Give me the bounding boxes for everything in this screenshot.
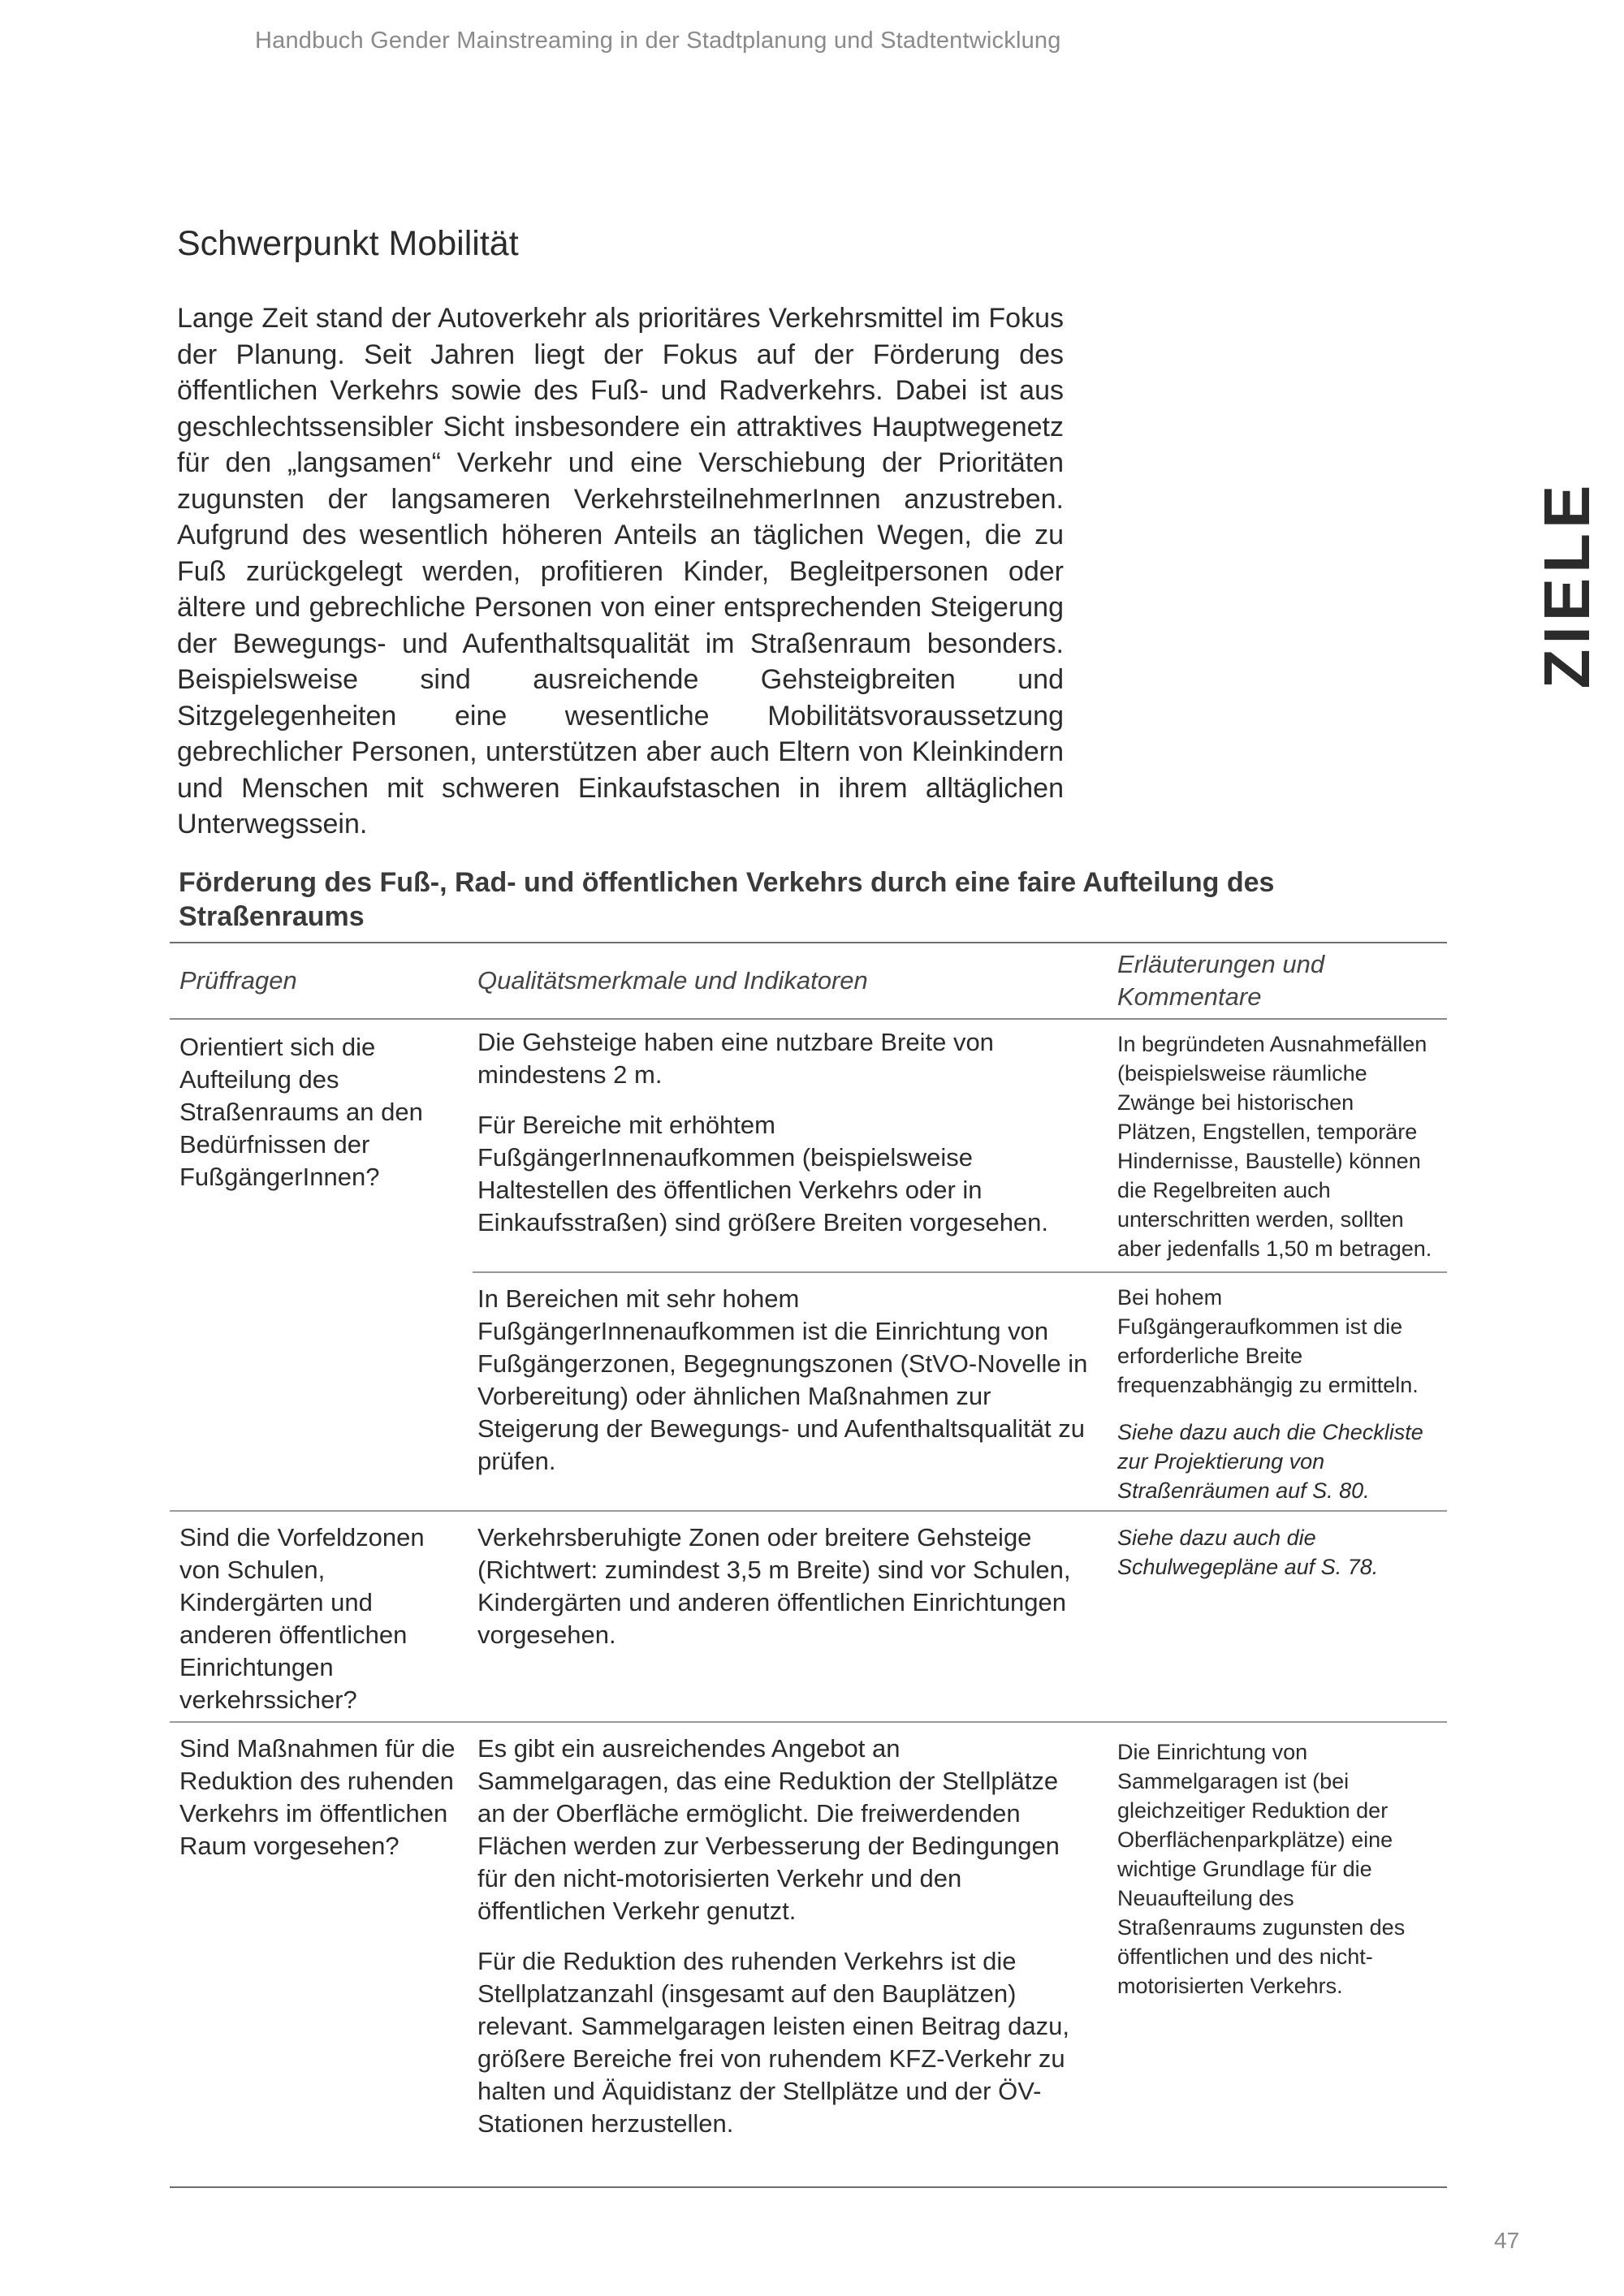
question-cell	[170, 1019, 473, 1511]
footer-rule	[170, 2186, 1447, 2188]
comment-text: Die Einrichtung von Sammelgaragen ist (bei gleichzeitiger Reduktion der Oberflächenparkplätze) eine wichtige Grundlage für die Neuaufteilung des Straßenraums zugunsten des öffentlichen und des nicht-motorisierten Verkehrs.	[1117, 1740, 1406, 1998]
side-label-ziele: ZIELE	[1531, 480, 1603, 689]
comment-reference: Siehe dazu auch die Checkliste zur Projektierung von Straßenräumen auf S. 80.	[1117, 1420, 1423, 1503]
running-header: Handbuch Gender Mainstreaming in der Stadtplanung und Stadtentwicklung	[255, 28, 1061, 54]
criteria-cell	[473, 1272, 1112, 1511]
checklist-table	[170, 942, 1447, 2140]
criteria-cell	[473, 1511, 1112, 1722]
question-text: Sind die Vorfeldzonen von Schulen, Kindergärten und anderen öffentlichen Einrichtungen verkehrssicher?	[179, 1523, 425, 1714]
comment-cell	[1112, 1511, 1447, 1722]
comment-text: Bei hohem Fußgängeraufkommen ist die erforderliche Breite frequenzabhängig zu ermitteln.	[1117, 1285, 1419, 1397]
header-pruffragen: Prüffragen	[170, 943, 473, 1019]
table-title: Förderung des Fuß-, Rad- und öffentlichen Verkehrs durch eine faire Aufteilung des Straßenraums	[179, 867, 1275, 932]
header-erlaeuterungen: Erläuterungen und Kommentare	[1112, 943, 1447, 1019]
comment-cell	[1112, 1019, 1447, 1272]
intro-paragraph: Lange Zeit stand der Autoverkehr als prioritäres Verkehrsmittel im Fokus der Planung. Seit Jahren liegt der Fokus auf der Förderung des öffentlichen Verkehrs sowie des Fuß- und Radverkehrs. Dabei ist aus geschlechtssensibler Sicht insbesondere ein attraktives Hauptwegenetz für den „langsamen“ Verkehr und eine Verschiebung der Prioritäten zugunsten der langsameren VerkehrsteilnehmerInnen anzustreben. Aufgrund des wesentlich höheren Anteils an täglichen Wegen, die zu Fuß zurückgelegt werden, profitieren Kinder, Begleitpersonen oder ältere und gebrechliche Personen von einer entsprechenden Steigerung der Bewegungs- und Aufenthaltsqualität im Straßenraum besonders. Beispielsweise sind ausreichende Gehsteigbreiten und Sitzgelegenheiten eine wesentliche Mobilitätsvoraussetzung gebrechlicher Personen, unterstützen aber auch Eltern von Kleinkindern und Menschen mit schweren Einkaufstaschen in ihrem alltäglichen Unterwegssein.	[177, 303, 1064, 839]
comment-cell	[1112, 1272, 1447, 1511]
section-title: Schwerpunkt Mobilität	[177, 224, 519, 263]
header-qualitaetsmerkmale: Qualitätsmerkmale und Indikatoren	[473, 943, 1112, 1019]
table-header-row	[170, 943, 1447, 1019]
criteria-text: Verkehrsberuhigte Zonen oder breitere Gehsteige (Richtwert: zumindest 3,5 m Breite) sind vor Schulen, Kindergärten und anderen öffentlichen Einrichtungen vorgesehen.	[477, 1523, 1071, 1649]
question-cell	[170, 1511, 473, 1722]
criteria-text: In Bereichen mit sehr hohem FußgängerInnenaufkommen ist die Einrichtung von Fußgängerzonen, Begegnungszonen (StVO-Novelle in Vorbereitung) oder ähnlichen Maßnahmen zur Steigerung der Bewegungs- und Aufenthaltsqualität zu prüfen.	[477, 1284, 1088, 1475]
criteria-cell	[473, 1019, 1112, 1272]
question-text: Orientiert sich die Aufteilung des Straßenraums an den Bedürfnissen der FußgängerInnen?	[179, 1033, 423, 1191]
comment-reference: Siehe dazu auch die Schulwegepläne auf S. 78.	[1117, 1526, 1379, 1579]
criteria-text: Die Gehsteige haben eine nutzbare Breite von mindestens 2 m.	[477, 1028, 994, 1089]
criteria-text: Es gibt ein ausreichendes Angebot an Sammelgaragen, das eine Reduktion der Stellplätze an der Oberfläche ermöglicht. Die freiwerdenden Flächen werden zur Verbesserung der Bedingungen für den nicht-motorisierten Verkehr und den öffentlichen Verkehr genutzt.	[477, 1734, 1060, 1925]
question-text: Sind Maßnahmen für die Reduktion des ruhenden Verkehrs im öffentlichen Raum vorgesehen?	[179, 1734, 456, 1860]
question-cell	[170, 1722, 473, 2140]
table-row	[170, 1722, 1447, 2140]
table-row	[170, 1511, 1447, 1722]
criteria-text: Für Bereiche mit erhöhtem FußgängerInnenaufkommen (beispielsweise Haltestellen des öffentlichen Verkehrs oder in Einkaufsstraßen) sind größere Breiten vorgesehen.	[477, 1111, 1049, 1236]
criteria-cell	[473, 1722, 1112, 2140]
criteria-text: Für die Reduktion des ruhenden Verkehrs ist die Stellplatzanzahl (insgesamt auf den Bauplätzen) relevant. Sammelgaragen leisten einen Beitrag dazu, größere Bereiche frei von ruhendem KFZ-Verkehr zu halten und Äquidistanz der Stellplätze und der ÖV-Stationen herzustellen.	[477, 1947, 1069, 2138]
comment-text: In begründeten Ausnahmefällen (beispielsweise räumliche Zwänge bei historischen Plätzen, Engstellen, temporäre Hindernisse, Baustelle) können die Regelbreiten auch unterschritten werden, sollten aber jedenfalls 1,50 m betragen.	[1117, 1032, 1432, 1261]
table-row	[170, 1019, 1447, 1272]
page-number: 47	[1494, 2228, 1520, 2253]
comment-cell	[1112, 1722, 1447, 2140]
